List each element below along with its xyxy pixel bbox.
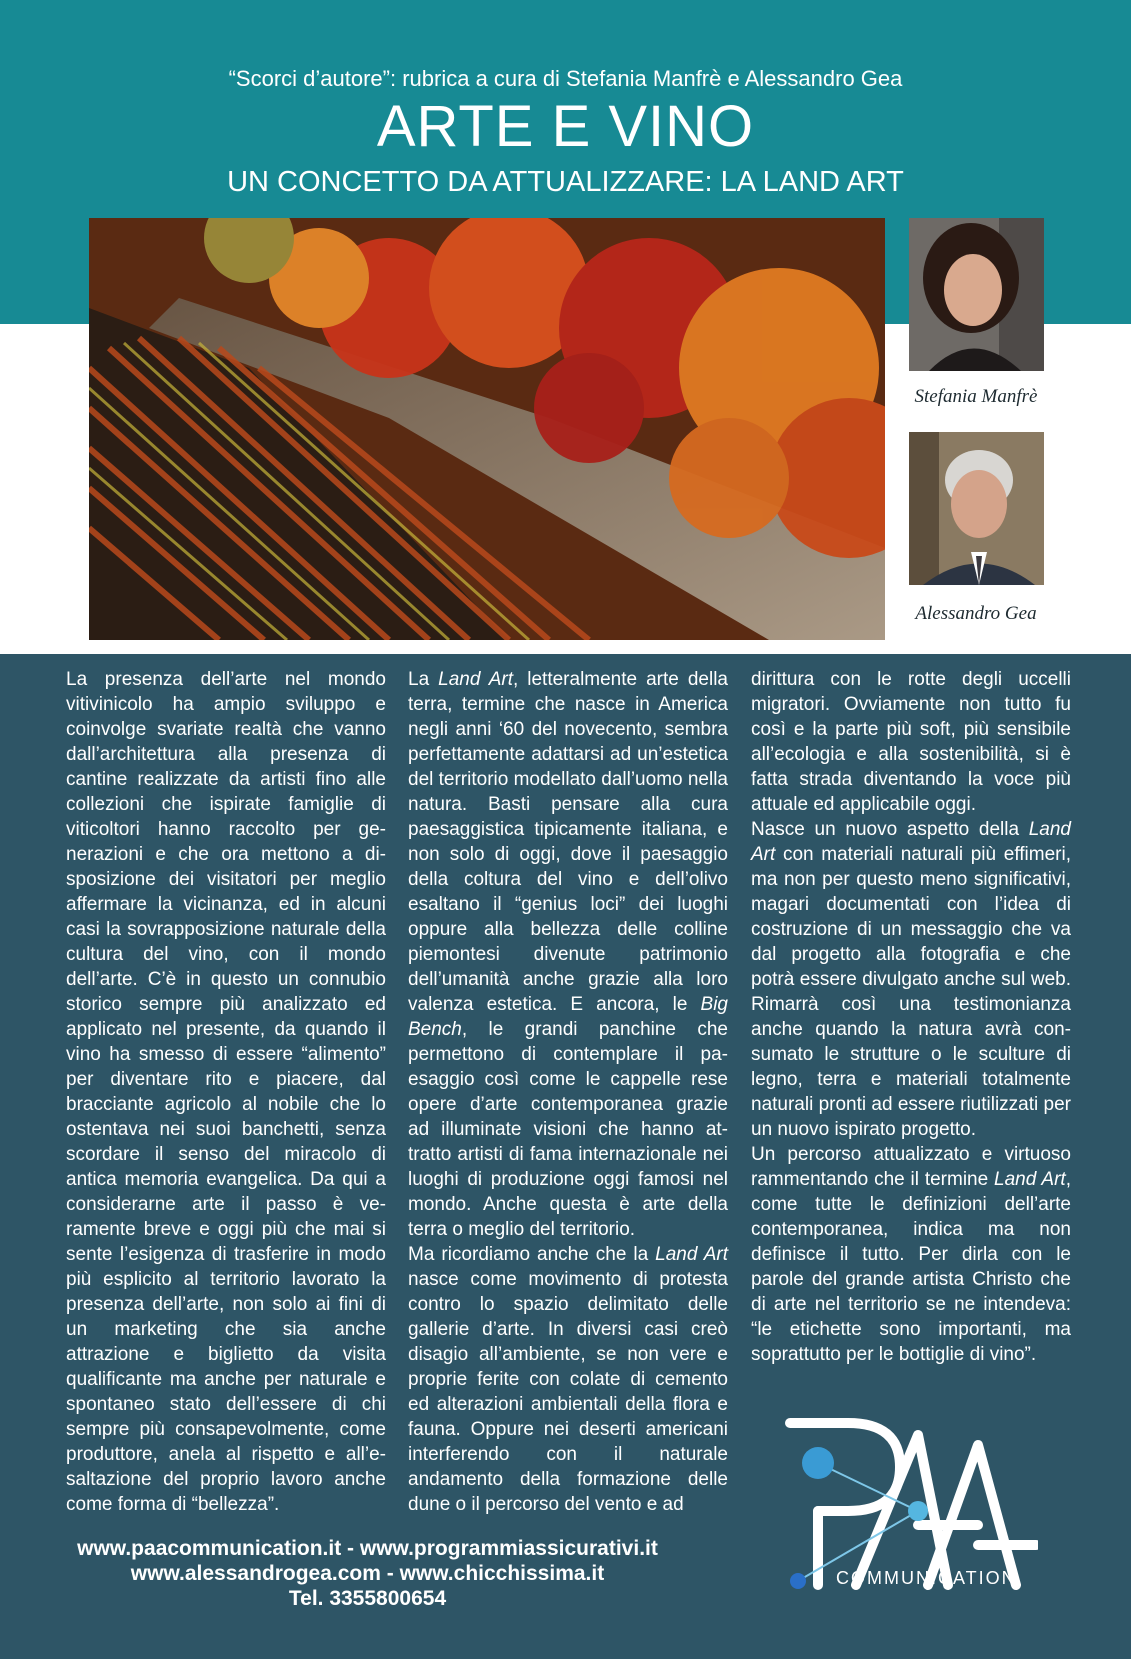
vineyard-photo xyxy=(89,218,885,640)
article-paragraph: dirittura con le rotte degli uccelli migratori. Ovviamente non tutto fu così e la parte più soft, più sensibile all’ecologia e alla sostenibilità, si è fatta strada diventando la voce più attuale ed applicabile oggi. xyxy=(751,669,1071,815)
footer-websites-1[interactable]: www.paacommunication.it - www.programmiassicurativi.it xyxy=(77,1537,658,1560)
author-photo-stefania xyxy=(909,218,1044,371)
article-paragraph: La Land Art, letteralmente arte della terra, termine che nasce in America negli anni ‘60 del novecento, sembra perfettamente adattarsi ad un’estetica del territorio modellato dall’uomo nella natura. Basti pensare alla cura paesaggistica tipicamente italiana, e non solo di oggi, dove il paesaggio della coltura del vino e dell’olivo esaltano il “genius loci” dei luoghi oppure alla bellezza delle colline piemontesi divenute patrimonio dell’umanità anche grazie alla loro valenza estetica. E ancora, le Big Bench, le grandi panchine che permettono di contemplare il paesaggio così come le cappelle rese opere d’arte contemporanea grazie ad illuminate visioni che hanno attratto artisti di fama internazionale nei luoghi di produzione oggi famosi nel mondo. Anche questa è arte della terra o meglio del territorio. xyxy=(408,669,729,1240)
author-photo-alessandro xyxy=(909,432,1044,585)
article-column-3 xyxy=(751,667,1071,1367)
logo-wordmark: COMMUNICATION xyxy=(836,1568,1017,1588)
footer-phone: Tel. 3355800654 xyxy=(288,1587,447,1610)
page-title: ARTE E VINO xyxy=(376,94,755,159)
article-paragraph: La presenza dell’arte nel mondo vitivinicolo ha ampio sviluppo e coinvolge svariate realtà che vanno dall’architettura alla presenza di cantine realizzate da artisti fino alle collezioni che ispirate famiglie di viticoltori hanno raccolto per generazioni e che ora mettono a disposizione dei visitatori per meglio affermare la vicinanza, ed in alcuni casi la sovrapposizione naturale della cultura del vino, con il mondo dell’arte. C’è in questo un connubio storico sempre più analizzato ed applicato nel presente, da quando il vino ha smesso di essere “alimento” per diventare rito e piacere, dal bracciante agricolo al nobile che lo ostentava nei suoi banchetti, senza scordare il senso del miracolo di antica memoria evangelica. Da qui a considerarne arte il passo è veramente breve e oggi più che mai si sente l’esigenza di trasferire in modo più esplicito al territorio lavorato la presenza dell’arte, non solo ai fini di un marketing che sia anche attrazione e biglietto da visita qualificante ma anche per naturale e spontaneo stato dell’essere di chi sempre più consapevolmente, come produttore, anela al rispetto e all’esaltazione del proprio lavoro anche come forma di “bellezza”. xyxy=(66,669,386,1515)
article-column-2 xyxy=(408,667,728,1517)
author-caption-alessandro: Alessandro Gea xyxy=(915,603,1037,624)
contact-footer xyxy=(40,1536,695,1611)
article-column-1 xyxy=(66,667,386,1517)
page-subtitle: UN CONCETTO DA ATTUALIZZARE: LA LAND ART xyxy=(227,166,904,198)
article-paragraph: Un percorso attualizzato e virtuoso rammentando che il termine Land Art, come tutte le definizioni dell’arte contemporanea, indica ma non definisce il tutto. Per dirla con le parole del grande artista Christo che di arte nel territorio se ne intendeva: “le etichette sono importanti, ma soprattutto per le bottiglie di vino”. xyxy=(751,1144,1071,1365)
article-paragraph: Ma ricordiamo anche che la Land Art nasce come movimento di protesta contro lo spazio delimitato delle gallerie d’arte. In diversi casi creò disagio all’ambiente, se non vere e proprie ferite con colate di cemento ed alterazioni ambientali della flora e fauna. Oppure nei deserti americani interferendo con il naturale andamento della formazione delle dune o il percorso del vento e ad xyxy=(408,1244,728,1515)
column-kicker: “Scorci d’autore”: rubrica a cura di Stefania Manfrè e Alessandro Gea xyxy=(228,66,903,91)
footer-websites-2[interactable]: www.alessandrogea.com - www.chicchissima.it xyxy=(130,1562,605,1585)
article-paragraph: Nasce un nuovo aspetto della Land Art con materiali naturali più effimeri, ma non per questo meno significativi, magari documentati con l’idea di costruzione di un messaggio che va dal progetto alla fotografia e che potrà essere divulgato anche sul web. Rimarrà così una testimonianza anche quando la natura avrà consumato le strutture o le sculture di legno, terra e materiali totalmente naturali pronti ad essere riutilizzati per un nuovo ispirato progetto. xyxy=(751,819,1071,1140)
logo-dot-medium xyxy=(908,1501,928,1521)
logo-dot-large xyxy=(802,1447,834,1479)
logo-dot-small xyxy=(790,1573,806,1589)
author-caption-stefania: Stefania Manfrè xyxy=(914,386,1038,407)
